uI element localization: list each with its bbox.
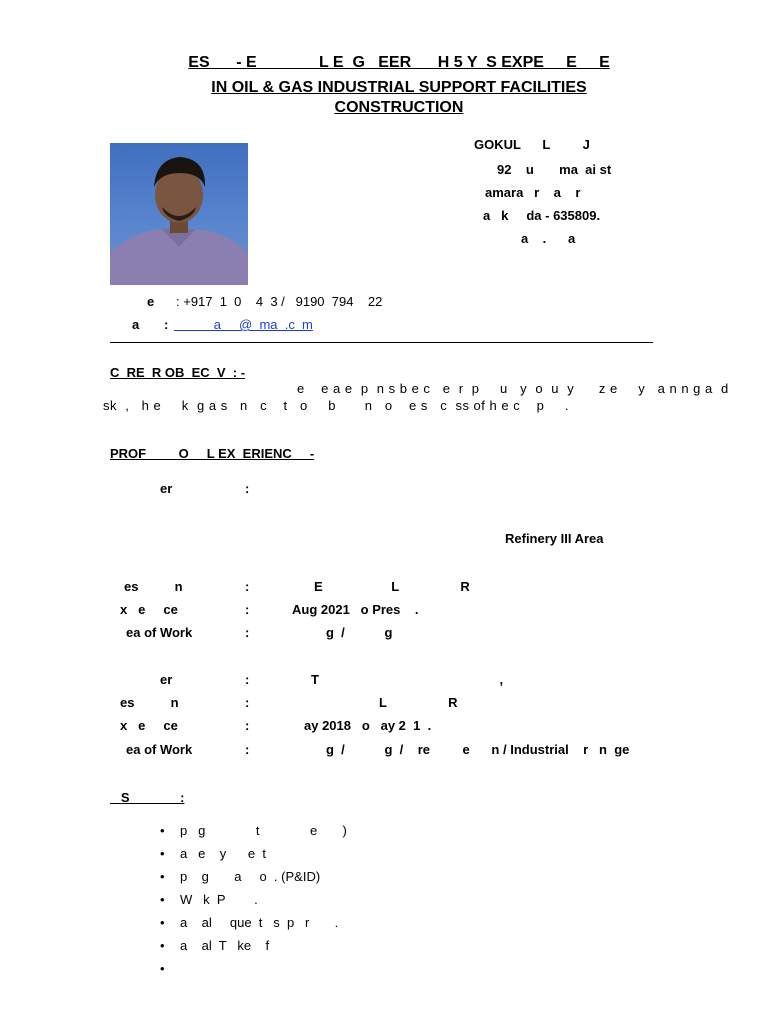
objective-line-1: e e a e p n s b e c e r p u y o u y z e y a n n g a d: [297, 381, 729, 396]
exp1-area-of-work-value: g / g: [326, 625, 393, 640]
exp2-employer-value: T ,: [311, 672, 504, 687]
bullet-icon: •: [160, 938, 165, 953]
list-item: • p g a o . (P&ID): [160, 869, 321, 884]
address-line-4: a . a: [521, 231, 576, 246]
phone-label: e: [147, 294, 155, 309]
exp2-designation-sep: :: [245, 695, 250, 710]
address-line-3: a k da - 635809.: [483, 208, 601, 223]
skills-heading-text: S :: [120, 790, 185, 805]
phone-value: : +917 1 0 4 3 / 9190 794 22: [176, 294, 383, 309]
resume-title-line2: IN OIL & GAS INDUSTRIAL SUPPORT FACILITIES: [211, 79, 587, 96]
list-item: [160, 960, 347, 983]
exp1-area-label: Refinery III Area: [505, 531, 604, 546]
exp1-employer-sep: :: [245, 481, 250, 496]
exp1-designation-sep: :: [245, 579, 250, 594]
exp1-experience-value: Aug 2021 o Pres .: [292, 602, 419, 617]
exp2-designation-value: L R: [379, 695, 458, 710]
list-item: • a e y e t: [160, 846, 266, 861]
exp2-area-of-work-label: ea of Work: [126, 742, 193, 757]
exp2-experience-label: x e ce: [120, 718, 178, 733]
career-objective-heading: C RE R OB EC V : -: [110, 365, 246, 380]
bullet-icon: •: [160, 892, 165, 907]
skills-list: [160, 822, 347, 983]
exp1-designation-value: E L R: [314, 579, 470, 594]
exp2-area-of-work-sep: :: [245, 742, 250, 757]
exp2-designation-label: es n: [120, 695, 179, 710]
resume-title-line3: CONSTRUCTION: [334, 99, 464, 116]
header-divider: [110, 342, 653, 343]
objective-line-2: sk , h e k g a s n c t o b n o e s c ss of h e c p .: [103, 398, 570, 413]
address-line-2: amara r a r: [485, 185, 581, 200]
exp2-employer-sep: :: [245, 672, 250, 687]
list-item: • W k P .: [160, 892, 258, 907]
exp2-experience-value: ay 2018 o ay 2 1 .: [304, 718, 432, 733]
exp2-employer-label: er: [160, 672, 173, 687]
exp1-designation-label: es n: [124, 579, 183, 594]
candidate-name: GOKUL L J: [474, 137, 590, 152]
bullet-icon: •: [160, 846, 165, 861]
address-line-1: 92 u ma ai st: [497, 162, 612, 177]
exp1-area-of-work-label: ea of Work: [126, 625, 193, 640]
bullet-icon: •: [160, 961, 165, 976]
profile-photo: [110, 143, 248, 285]
bullet-icon: •: [160, 823, 165, 838]
exp2-area-of-work-value: g / g / re e n / Industrial r n ge: [326, 742, 630, 757]
list-item: • a al T ke f: [160, 938, 270, 953]
person-portrait-icon: [110, 143, 248, 285]
skills-heading: [110, 790, 184, 805]
exp1-experience-sep: :: [245, 602, 250, 617]
email-label: a: [132, 317, 140, 332]
email-separator: :: [164, 317, 169, 332]
exp1-experience-label: x e ce: [120, 602, 178, 617]
resume-title-line1: ES - E L E G EER H 5 Y S EXPE E E: [188, 54, 610, 71]
list-item: • p g t e ): [160, 823, 347, 838]
email-link[interactable]: a @ ma .c m: [174, 317, 313, 332]
bullet-icon: •: [160, 869, 165, 884]
professional-experience-heading: PROF O L EX ERIENC -: [110, 446, 315, 461]
bullet-icon: •: [160, 915, 165, 930]
list-item: • a al que t s p r .: [160, 915, 339, 930]
exp2-experience-sep: :: [245, 718, 250, 733]
exp1-employer-label: er: [160, 481, 173, 496]
exp1-area-of-work-sep: :: [245, 625, 250, 640]
